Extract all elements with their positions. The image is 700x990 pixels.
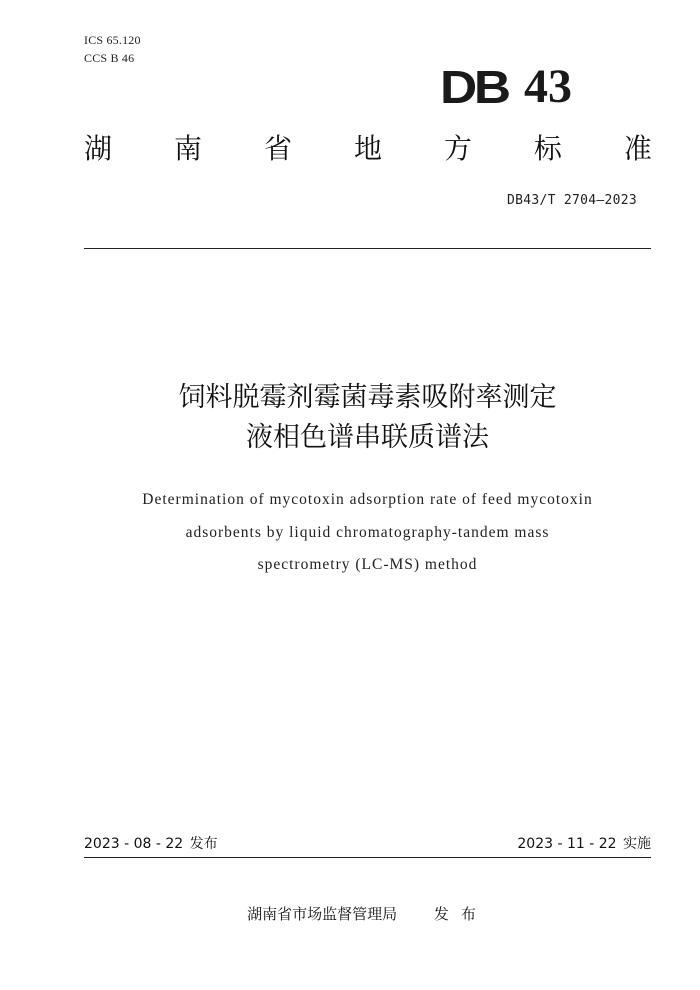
issue-date-value: 2023 - 08 - 22 [84,836,184,852]
chinese-title [84,378,651,458]
standard-type-char: 地 [353,132,382,165]
ccs-code: CCS B 46 [84,51,135,65]
logo-letters: DB [440,61,508,113]
top-divider [84,248,651,249]
issue-date [84,835,218,853]
issue-date-label: 发布 [189,836,218,852]
standard-type-char: 标 [533,132,562,165]
standard-type-char: 湖 [84,132,113,165]
standard-type-heading [84,131,652,167]
implementation-date-value: 2023 - 11 - 22 [517,836,617,852]
db43-logo [440,62,600,112]
english-title-line-1: Determination of mycotoxin adsorption rate of feed mycotoxin [142,491,593,508]
standard-type-char: 方 [443,132,472,165]
standard-code: DB43/T 2704—2023 [506,193,637,208]
standard-type-char: 南 [173,132,202,165]
english-title-line-3: spectrometry (LC-MS) method [257,556,478,573]
issuer-action: 发布 [433,905,488,923]
english-title-line-2: adsorbents by liquid chromatography-tandem mass [185,523,550,541]
standard-type-char: 省 [263,132,292,165]
english-title [84,484,651,582]
standard-type-char: 准 [623,132,652,165]
implementation-date-label: 实施 [623,836,651,852]
ics-code: ICS 65.120 [84,33,141,47]
issuer-organization: 湖南省市场监督管理局 [247,905,398,923]
logo-number: 43 [524,60,572,113]
bottom-divider [84,857,651,858]
implementation-date [517,835,651,853]
issuing-authority [84,904,651,924]
chinese-title-line-1: 饲料脱霉剂霉菌毒素吸附率测定 [178,382,557,413]
chinese-title-line-2: 液相色谱串联质谱法 [246,422,489,453]
